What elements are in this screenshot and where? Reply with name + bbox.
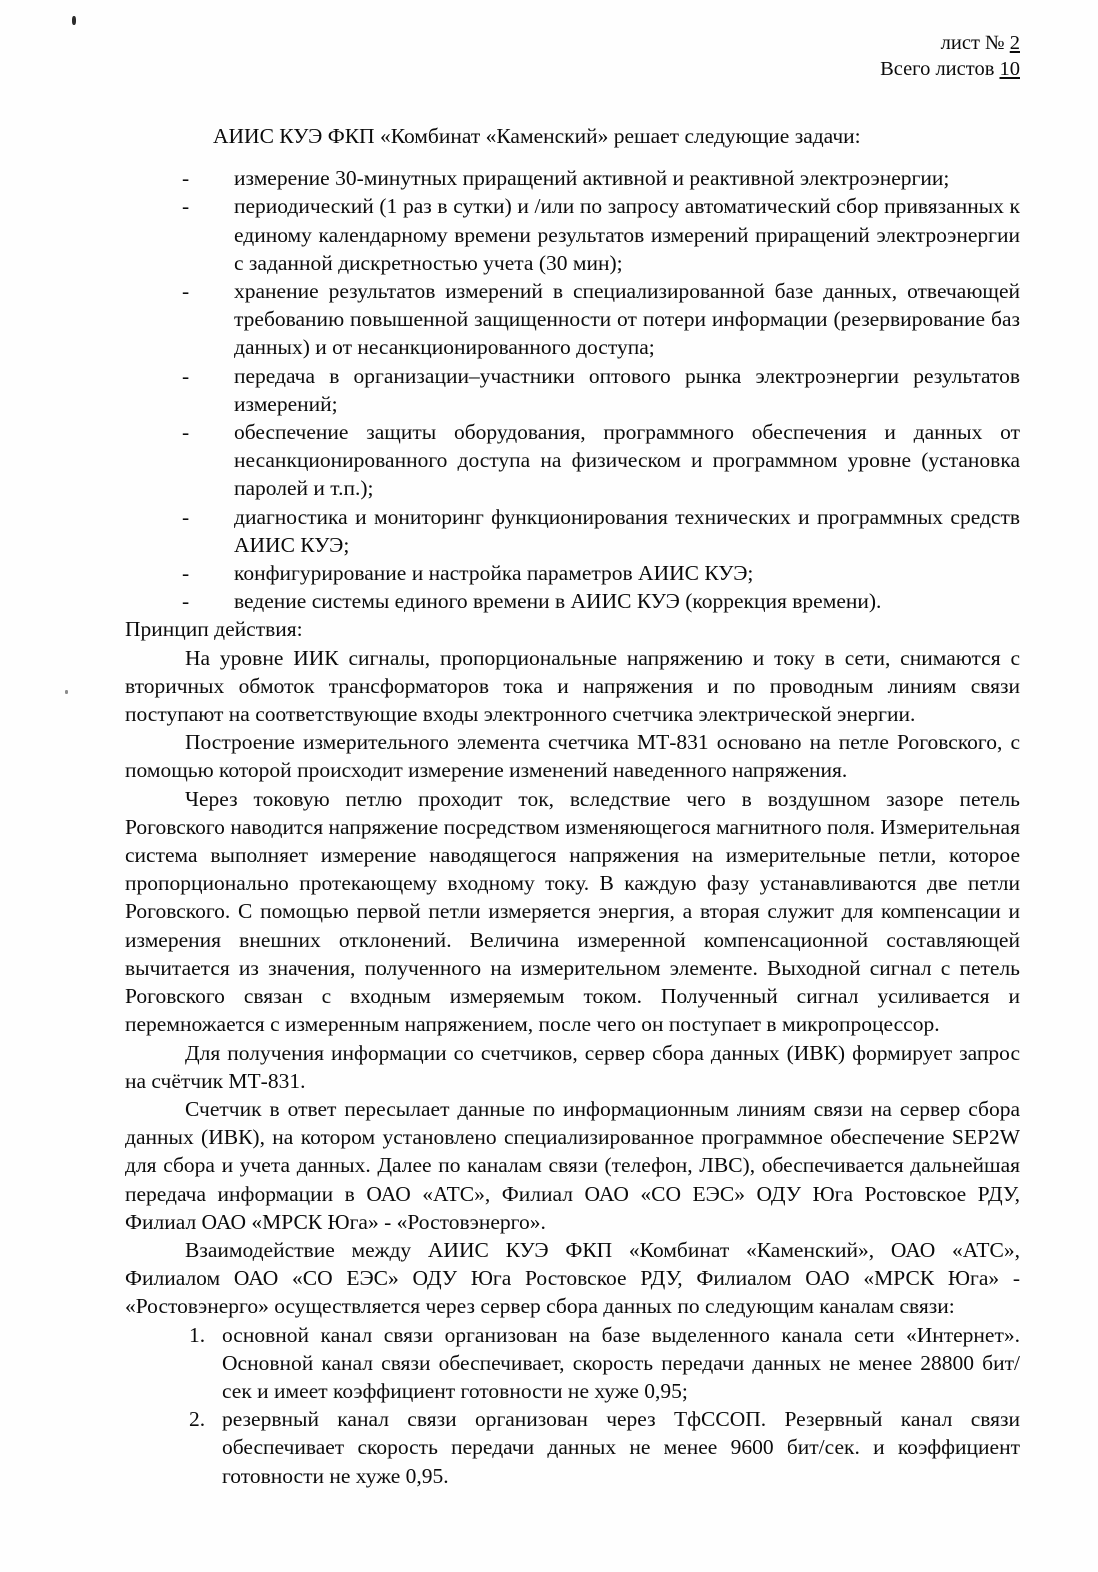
list-item [125,277,1020,362]
tasks-list [125,164,1020,615]
list-item [125,192,1020,277]
list-item-text: обеспечение защиты оборудования, программного обеспечения и данных от несанкционированного доступа на физическом и программном уровне (установка паролей и т.п.); [234,420,1020,501]
sheet-number-line [880,30,1020,56]
list-item [125,164,1020,192]
list-item [125,1405,1020,1490]
list-item-number: 1. [189,1322,206,1347]
total-sheets-number: 10 [999,58,1020,80]
total-sheets-line [880,56,1020,82]
paragraph-meter-response: Счетчик в ответ пересылает данные по информационным линиям связи на сервер сбора данных (ИВК), на котором установлено специализированное программное обеспечение SEP2W для сбора и учета данных. Далее по каналам связи (телефон, ЛВС), обеспечивается дальнейшая передача информации в ОАО «АТС», Филиал ОАО «СО ЕЭС» ОДУ Юга Ростовское РДУ, Филиал ОАО «МРСК Юга» - «Ростовэнерго». [125,1096,1020,1234]
dash-bullet-icon: - [182,589,190,614]
list-item-text: ведение системы единого времени в АИИС КУЭ (коррекция времени). [234,589,882,614]
list-item-text: передача в организации–участники оптового рынка электроэнергии результатов измерений; [234,363,1020,416]
dash-bullet-icon: - [182,279,190,304]
dash-bullet-icon: - [182,166,190,191]
sheet-number: 2 [1009,32,1020,54]
dash-bullet-icon: - [182,420,190,445]
paragraph-iik-signals: На уровне ИИК сигналы, пропорциональные напряжению и току в сети, снимаются с вторичных обмоток трансформаторов тока и напряжения и по проводным линиям связи поступают на соответствующие входы электронного счетчика электрической энергии. [125,645,1020,727]
paragraph-interaction: Взаимодействие между АИИС КУЭ ФКП «Комбинат «Каменский», ОАО «АТС», Филиалом ОАО «СО ЕЭС» ОДУ Юга Ростовское РДУ, Филиалом ОАО «МРСК Юга» - «Ростовэнерго» осуществляется через сервер сбора данных по следующим каналам связи: [125,1237,1020,1319]
dash-bullet-icon: - [182,363,190,388]
list-item-text: хранение результатов измерений в специализированной базе данных, отвечающей требованию повышенной защищенности от потери информации (резервирование баз данных) и от несанкционированного доступа; [234,279,1020,360]
dash-bullet-icon: - [182,504,190,529]
paragraph-current-loop: Через токовую петлю проходит ток, вследствие чего в воздушном зазоре петель Роговского наводится напряжение посредством изменяющегося магнитного поля. Измерительная система выполняет измерение наводящегося напряжения на измерительные петли, которое пропорционально протекающему входному току. В каждую фазу устанавливаются две петли Роговского. С помощью первой петли измеряется энергия, а вторая служит для компенсации и измерения внешних отклонений. Величина измеренной компенсационной составляющей вычитается из значения, полученного на измерительном элементе. Выходной сигнал с петель Роговского связан с входным измеряемым током. Полученный сигнал усиливается и перемножается с измеренным напряжением, после чего он поступает в микропроцессор. [125,786,1020,1037]
list-item [125,503,1020,559]
page-header [880,30,1020,82]
scan-artifact-speckle [72,16,76,25]
paragraph-data-request: Для получения информации со счетчиков, сервер сбора данных (ИВК) формирует запрос на счётчик МТ-831. [125,1040,1020,1093]
list-item-text: резервный канал связи организован через ТфССОП. Резервный канал связи обеспечивает скорость передачи данных не менее 9600 бит/сек. и коэффициент готовности не хуже 0,95. [222,1407,1020,1488]
total-sheets-label: Всего листов [880,58,1000,80]
list-item [125,362,1020,418]
intro-title: АИИС КУЭ ФКП «Комбинат «Каменский» решает следующие задачи: [213,124,861,148]
document-body [125,122,1020,1490]
list-item-text: конфигурирование и настройка параметров АИИС КУЭ; [234,561,754,586]
dash-bullet-icon: - [182,561,190,586]
list-item-text: измерение 30-минутных приращений активной и реактивной электроэнергии; [234,166,950,191]
channels-list [125,1321,1020,1490]
sheet-label: лист № [940,32,1010,54]
list-item-text: диагностика и мониторинг функционирования технических и программных средств АИИС КУЭ; [234,504,1020,557]
list-item-number: 2. [189,1407,206,1432]
list-item [125,1321,1020,1406]
list-item [125,587,1020,615]
list-item [125,418,1020,503]
list-item [125,559,1020,587]
dash-bullet-icon: - [182,194,190,219]
paragraph-rogowski-construction: Построение измерительного элемента счетчика МТ-831 основано на петле Роговского, с помощью которой происходит измерение изменений наведенного напряжения. [125,730,1020,783]
scan-artifact-speckle [65,690,68,694]
list-item-text: периодический (1 раз в сутки) и /или по запросу автоматический сбор привязанных к единому календарному времени результатов измерений приращений электроэнергии с заданной дискретностью учета (30 мин); [234,194,1020,275]
list-item-text: основной канал связи организован на базе выделенного канала сети «Интернет». Основной канал связи обеспечивает, скорость передачи данных не менее 28800 бит/сек и имеет коэффициент готовности не хуже 0,95; [222,1322,1020,1403]
principle-heading: Принцип действия: [125,617,303,642]
